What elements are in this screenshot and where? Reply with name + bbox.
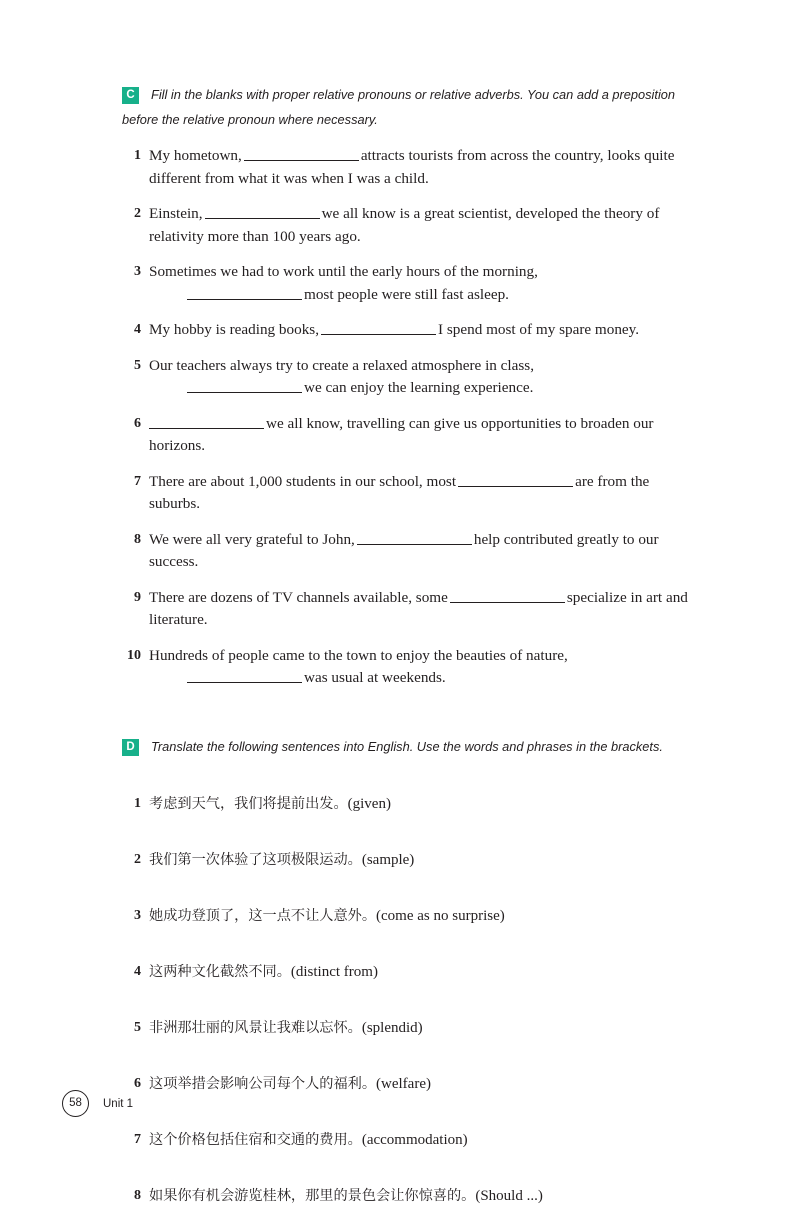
answer-blank[interactable]: [187, 379, 302, 393]
answer-blank[interactable]: [187, 286, 302, 300]
item-text-before: There are about 1,000 students in our school, most: [149, 472, 457, 490]
item-number: 3: [134, 907, 141, 923]
item-text: [149, 645, 697, 690]
item-text-after: most people were still fast asleep.: [304, 285, 509, 303]
item-text-after: we all know, travelling can give us opportunities to broaden our horizons.: [149, 414, 654, 454]
item-text-after: attracts tourists from across the country, looks quite different from what it was when I was a child.: [149, 147, 675, 187]
answer-blank[interactable]: [321, 321, 436, 335]
chinese-sentence: 这两种文化截然不同。: [149, 963, 291, 980]
item-number: 2: [134, 206, 141, 221]
translation-item: [122, 905, 697, 927]
chinese-sentence: 如果你有机会游览桂林，那里的景色会让你惊喜的。: [149, 1187, 476, 1204]
answer-blank[interactable]: [450, 589, 565, 603]
section-badge-d: D: [122, 739, 139, 756]
answer-blank[interactable]: [357, 531, 472, 545]
translation-item: [122, 1017, 697, 1039]
hint-word: (welfare): [376, 1075, 431, 1092]
page-footer: [62, 1090, 133, 1117]
item-number: 8: [134, 1187, 141, 1203]
item-number: 3: [134, 264, 141, 279]
exercise-item: [122, 645, 697, 690]
item-number: 7: [134, 473, 141, 489]
translation-item: [122, 1073, 697, 1095]
item-number: 8: [134, 531, 141, 547]
item-text: [149, 355, 697, 400]
chinese-sentence: 我们第一次体验了这项极限运动。: [149, 851, 362, 868]
item-text-after: we can enjoy the learning experience.: [304, 379, 534, 396]
chinese-sentence: 考虑到天气，我们将提前出发。: [149, 795, 348, 812]
item-number: 4: [134, 963, 141, 979]
item-text: [149, 319, 697, 342]
item-text-before: Sometimes we had to work until the early hours of the morning,: [149, 263, 538, 280]
item-number: 7: [134, 1131, 141, 1147]
translation-item: [122, 961, 697, 983]
item-text-before: Einstein,: [149, 205, 203, 222]
item-text: [149, 261, 697, 306]
answer-blank[interactable]: [149, 415, 264, 429]
item-text: [149, 587, 697, 632]
item-number: 6: [134, 1075, 141, 1091]
section-badge-c: C: [122, 87, 139, 104]
hint-word: (splendid): [361, 1019, 423, 1036]
exercise-item: [122, 319, 697, 342]
item-text: [149, 471, 697, 516]
item-text-before: Hundreds of people came to the town to enjoy the beauties of nature,: [149, 646, 568, 664]
exercise-item: [122, 203, 697, 248]
answer-blank[interactable]: [187, 669, 302, 683]
chinese-sentence: 这项举措会影响公司每个人的福利。: [149, 1075, 377, 1092]
item-number: 5: [134, 1019, 141, 1035]
translation-item: [122, 1185, 697, 1207]
item-text-before: My hometown,: [149, 147, 242, 164]
exercise-item: [122, 471, 697, 516]
item-number: 9: [134, 589, 141, 605]
translation-item: [122, 849, 697, 871]
translation-item: [122, 1129, 697, 1151]
item-number: 1: [134, 795, 141, 811]
chinese-sentence: 这个价格包括住宿和交通的费用。: [149, 1131, 362, 1148]
item-text-before: Our teachers always try to create a relaxed atmosphere in class,: [149, 356, 534, 374]
hint-word: (sample): [361, 851, 415, 868]
unit-label: Unit 1: [103, 1097, 134, 1110]
item-number: 6: [134, 415, 141, 431]
exercise-item: [122, 529, 697, 574]
section-c-instruction: Fill in the blanks with proper relative pronouns or relative adverbs. You can add a preposition before the relative pronoun where necessary.: [122, 87, 676, 127]
item-number: 2: [134, 851, 141, 867]
page-content: [122, 82, 697, 1207]
exercise-item: [122, 261, 697, 306]
item-text-before: We were all very grateful to John,: [149, 530, 355, 548]
answer-blank[interactable]: [205, 205, 320, 219]
hint-word: (distinct from): [290, 963, 378, 980]
item-text: [149, 413, 697, 458]
item-text-after: we all know is a great scientist, developed the theory of relativity more than 100 years ago.: [149, 205, 660, 245]
item-text-after: are from the suburbs.: [149, 472, 650, 512]
item-number: 1: [134, 148, 141, 163]
item-number: 4: [134, 322, 141, 337]
item-text-after: specialize in art and literature.: [149, 588, 688, 628]
section-d-header: [122, 734, 697, 759]
item-number: 10: [127, 647, 141, 663]
answer-blank[interactable]: [458, 473, 573, 487]
item-text-after: was usual at weekends.: [304, 669, 446, 686]
hint-word: (given): [347, 795, 391, 812]
item-text-before: There are dozens of TV channels available, some: [149, 588, 448, 606]
exercise-item: [122, 587, 697, 632]
section-d-instruction: Translate the following sentences into English. Use the words and phrases in the brackets.: [151, 738, 663, 754]
item-text-before: My hobby is reading books,: [149, 321, 320, 338]
translation-d-list: [122, 793, 697, 1207]
hint-word: (come as no surprise): [376, 907, 505, 924]
exercise-c-list: [122, 145, 697, 690]
item-text-after: I spend most of my spare money.: [438, 321, 640, 338]
exercise-item: [122, 413, 697, 458]
hint-word: (Should ...): [475, 1187, 543, 1204]
item-number: 5: [134, 357, 141, 373]
translation-item: [122, 793, 697, 815]
item-text-after: help contributed greatly to our success.: [149, 530, 659, 570]
exercise-item: [122, 355, 697, 400]
section-c-header: [122, 82, 697, 132]
page-number-badge: 58: [62, 1090, 89, 1117]
exercise-item: [122, 145, 697, 190]
hint-word: (accommodation): [361, 1131, 468, 1148]
item-text: [149, 145, 697, 190]
item-text: [149, 529, 697, 574]
item-text: [149, 203, 697, 248]
answer-blank[interactable]: [244, 147, 359, 161]
chinese-sentence: 她成功登顶了，这一点不让人意外。: [149, 907, 377, 924]
chinese-sentence: 非洲那壮丽的风景让我难以忘怀。: [149, 1019, 362, 1036]
